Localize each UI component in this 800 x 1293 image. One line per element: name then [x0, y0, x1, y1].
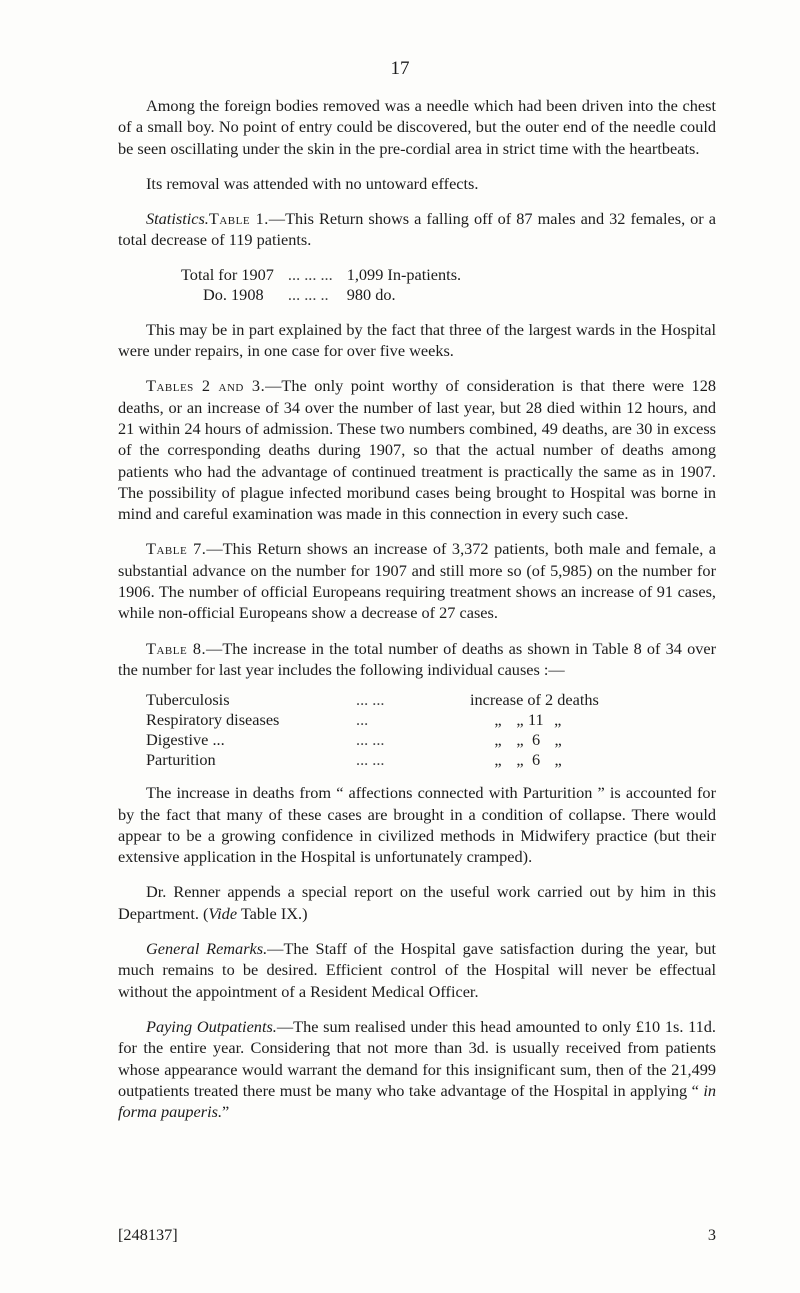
page-number: 17 — [390, 58, 410, 79]
totals-value: 980 do. — [346, 284, 396, 304]
cause-increase: „ „ 6 „ — [494, 730, 562, 750]
latin-phrase: in forma pauperis. — [118, 1080, 716, 1122]
cause-row — [146, 710, 599, 730]
cause-name: Digestive ... — [146, 730, 225, 750]
totals-label: Do. 1908 — [203, 284, 264, 304]
totals-row — [181, 265, 461, 285]
paragraph-needle: Among the foreign bodies removed was a needle which had been driven into the chest of a small boy. No point of entry could be discovered, but the outer end of the needle could be seen oscillating under the skin in the pre-cordial area in strict time with the heartbeats. — [118, 96, 716, 158]
print-code: [248137] — [118, 1225, 178, 1244]
cause-name: Respiratory diseases — [146, 710, 280, 730]
cause-row — [146, 690, 599, 710]
cause-increase: increase of 2 deaths — [470, 690, 599, 710]
paragraph-removal: Its removal was attended with no untoward effects. — [146, 173, 479, 193]
paragraph-parturition: The increase in deaths from “ affections connected with Parturition ” is accounted for by the fact that many of these cases are brought in a condition of collapse. There would appear to be a growing confidence in civilized methods in Midwifery practice (but their extensive application in the Hospital is unfortunately cramped). — [118, 783, 716, 867]
table-ref: Table 8. — [146, 638, 207, 658]
leader-dots: ... ... .. — [287, 284, 329, 304]
paragraph-table-7: Table 7.—This Return shows an increase of 3,372 patients, both male and female, a substantial advance on the number for 1907 and still more so (of 5,985) on the number for 1906. The number of official Europeans requiring treatment shows an increase of 91 cases, while non-official Europeans show a decrease of 27 cases. — [118, 539, 716, 623]
paying-outpatients-heading: Paying Outpatients. — [146, 1016, 277, 1036]
totals-label: Total for 1907 — [181, 264, 274, 284]
cause-increase: „ „ 6 „ — [494, 750, 562, 770]
paragraph-general-remarks: General Remarks.—The Staff of the Hospital gave satisfaction during the year, but much remains to be desired. Efficient control of the Hospital will never be effectual without the appointment of a Resident Medical Officer. — [118, 939, 716, 1001]
leader-dots: ... ... — [356, 730, 385, 750]
statistics-heading: Statistics. — [146, 209, 209, 229]
totals-value: 1,099 In-patients. — [346, 264, 462, 284]
leader-dots: ... ... ... — [287, 264, 333, 284]
leader-dots: ... ... — [356, 690, 385, 710]
cause-row — [146, 750, 599, 770]
page-footer — [118, 1225, 716, 1245]
totals-row — [181, 285, 461, 305]
body-text — [118, 95, 716, 1136]
paragraph-wards: This may be in part explained by the fact that three of the largest wards in the Hospital were under repairs, in one case for over five weeks. — [118, 319, 716, 361]
leader-dots: ... — [356, 710, 369, 730]
totals-table — [181, 265, 461, 305]
paragraph-paying-outpatients: Paying Outpatients.—The sum realised under this head amounted to only £10 1s. 11d. for the entire year. Considering that not more than 3d. is usually received from patients whose appearance would warrant the demand for this insignificant sum, then of the 21,499 outpatients treated there must be many who take advantage of the Hospital in applying “ in forma pauperis.” — [118, 1016, 716, 1122]
cause-name: Parturition — [146, 750, 216, 770]
general-remarks-heading: General Remarks. — [146, 939, 268, 959]
causes-table — [146, 690, 599, 770]
cause-row — [146, 730, 599, 750]
statistics-text: —This Return shows a falling off of 87 males and 32 females, or a total decrease of 119 patients. — [118, 209, 716, 250]
signature-mark: 3 — [707, 1225, 716, 1244]
table-ref: Table 7. — [146, 539, 207, 559]
leader-dots: ... ... — [356, 750, 385, 770]
paragraph-tables-2-3: Tables 2 and 3.—The only point worthy of consideration is that there were 128 deaths, or an increase of 34 over the number of last year, but 28 died within 12 hours, and 21 within 24 hours of admission. These two numbers combined, 49 deaths, are 30 in excess of the corresponding deaths during 1907, so that the actual number of deaths among patients who had the advantage of continued treatment is practically the same as in 1907. The possibility of plague infected moribund cases being brought to Hospital was borne in mind and careful examination was made in this connection in every such case. — [118, 376, 716, 524]
cause-name: Tuberculosis — [146, 690, 230, 710]
paragraph-table-8: Table 8.—The increase in the total number of deaths as shown in Table 8 of 34 over the number for last year includes the following individual causes :— — [118, 638, 716, 679]
table-ref: Tables 2 and 3. — [146, 376, 266, 396]
table-ref: Table 1. — [208, 209, 269, 229]
vide: Vide — [208, 903, 238, 923]
cause-increase: „ „ 11 „ — [494, 710, 562, 730]
paragraph-statistics — [118, 208, 716, 251]
paragraph-renner: Dr. Renner appends a special report on the useful work carried out by him in this Department. (Vide Table IX.) — [118, 882, 716, 923]
